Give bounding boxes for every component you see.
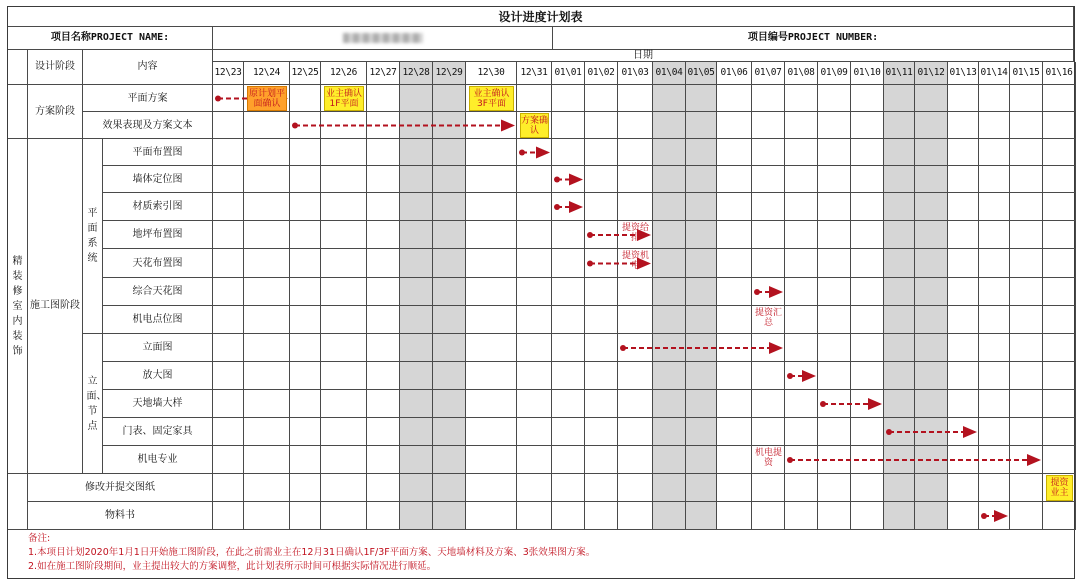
schedule-start-dot-2 (519, 150, 525, 156)
annotation-2: 提资汇总 (754, 308, 782, 328)
stage-interior-text: 精装修室内装饰 (12, 255, 23, 357)
date-col-12: 01\04 (653, 62, 686, 85)
date-col-11: 01\03 (618, 62, 653, 85)
task-11: 天地墙大样 (103, 390, 213, 418)
schedule-start-dot-9 (787, 373, 793, 379)
date-col-21: 01\13 (948, 62, 979, 85)
task-12: 门表、固定家具 (103, 418, 213, 446)
annotation-0: 提资给排 (621, 223, 649, 243)
task-3: 墙体定位图 (103, 166, 213, 193)
schedule-start-dot-1 (292, 123, 298, 129)
date-header: 日期 (213, 50, 1074, 62)
stage-scheme: 方案阶段 (28, 85, 83, 139)
task-5: 地坪布置图 (103, 221, 213, 249)
date-col-4: 12\27 (367, 62, 400, 85)
task-9: 立面图 (103, 334, 213, 362)
schedule-start-dot-8 (620, 345, 626, 351)
task-8: 机电点位图 (103, 306, 213, 334)
task-15: 物料书 (28, 502, 213, 530)
date-col-2: 12\25 (290, 62, 321, 85)
schedule-start-dot-7 (754, 289, 760, 295)
date-col-17: 01\09 (818, 62, 851, 85)
sheet-title: 设计进度计划表 (8, 7, 1074, 27)
date-col-13: 01\05 (686, 62, 717, 85)
milestone-2: 业主确认3F平面 (469, 86, 514, 111)
date-col-16: 01\08 (785, 62, 818, 85)
annotation-3: 机电提资 (754, 448, 782, 468)
project-name-label: 项目名称PROJECT NAME: (8, 27, 213, 50)
date-col-1: 12\24 (244, 62, 290, 85)
schedule-start-dot-3 (554, 177, 560, 183)
notes-heading: 备注: (28, 533, 51, 544)
task-6: 天花布置图 (103, 249, 213, 278)
stage-construction: 施工图阶段 (28, 139, 83, 474)
schedule-start-dot-6 (587, 261, 593, 267)
task-2: 平面布置图 (103, 139, 213, 166)
schedule-start-dot-5 (587, 232, 593, 238)
date-col-22: 01\14 (979, 62, 1010, 85)
date-col-14: 01\06 (717, 62, 752, 85)
header-stage: 设计阶段 (28, 50, 83, 85)
schedule-start-dot-4 (554, 204, 560, 210)
group-plan-system-text: 平面系统 (87, 208, 98, 264)
milestone-4: 提资业主 (1046, 475, 1073, 501)
task-13: 机电专业 (103, 446, 213, 474)
date-col-5: 12\28 (400, 62, 433, 85)
task-1: 效果表现及方案文本 (83, 112, 213, 139)
date-col-19: 01\11 (884, 62, 915, 85)
date-col-24: 01\16 (1043, 62, 1076, 85)
notes-section (28, 532, 1074, 574)
date-col-8: 12\31 (517, 62, 552, 85)
date-col-10: 01\02 (585, 62, 618, 85)
date-col-18: 01\10 (851, 62, 884, 85)
header-content: 内容 (83, 50, 213, 85)
date-col-20: 01\12 (915, 62, 948, 85)
task-10: 放大图 (103, 362, 213, 390)
milestone-3: 方案确认 (520, 113, 549, 138)
milestone-1: 业主确认1F平面 (324, 86, 364, 111)
notes-line-2: 2.如在施工图阶段期间，业主提出较大的方案调整，此计划表所示时间可根据实际情况进行顺延。 (28, 561, 437, 572)
task-0: 平面方案 (83, 85, 213, 112)
date-col-3: 12\26 (321, 62, 367, 85)
group-elevation-node-text: 立面、节点 (86, 375, 107, 432)
schedule-start-dot-0 (215, 96, 221, 102)
task-4: 材质索引图 (103, 193, 213, 221)
task-14: 修改并提交图纸 (28, 474, 213, 502)
date-col-23: 01\15 (1010, 62, 1043, 85)
date-col-7: 12\30 (466, 62, 517, 85)
date-col-0: 12\23 (213, 62, 244, 85)
schedule-start-dot-11 (886, 429, 892, 435)
project-number-label: 项目编号PROJECT NUMBER: (553, 27, 1074, 50)
date-col-6: 12\29 (433, 62, 466, 85)
milestone-0: 原计划平面确认 (247, 86, 287, 111)
date-col-9: 01\01 (552, 62, 585, 85)
date-col-15: 01\07 (752, 62, 785, 85)
annotation-1: 提资机电 (621, 251, 649, 271)
notes-line-1: 1.本项目计划2020年1月1日开始施工图阶段，在此之前需业主在12月31日确认1F/3F平面方案、天地墙材料及方案、3张效果图方案。 (28, 547, 596, 558)
schedule-start-dot-13 (981, 513, 987, 519)
schedule-start-dot-10 (820, 401, 826, 407)
schedule-start-dot-12 (787, 457, 793, 463)
task-7: 综合天花图 (103, 278, 213, 306)
